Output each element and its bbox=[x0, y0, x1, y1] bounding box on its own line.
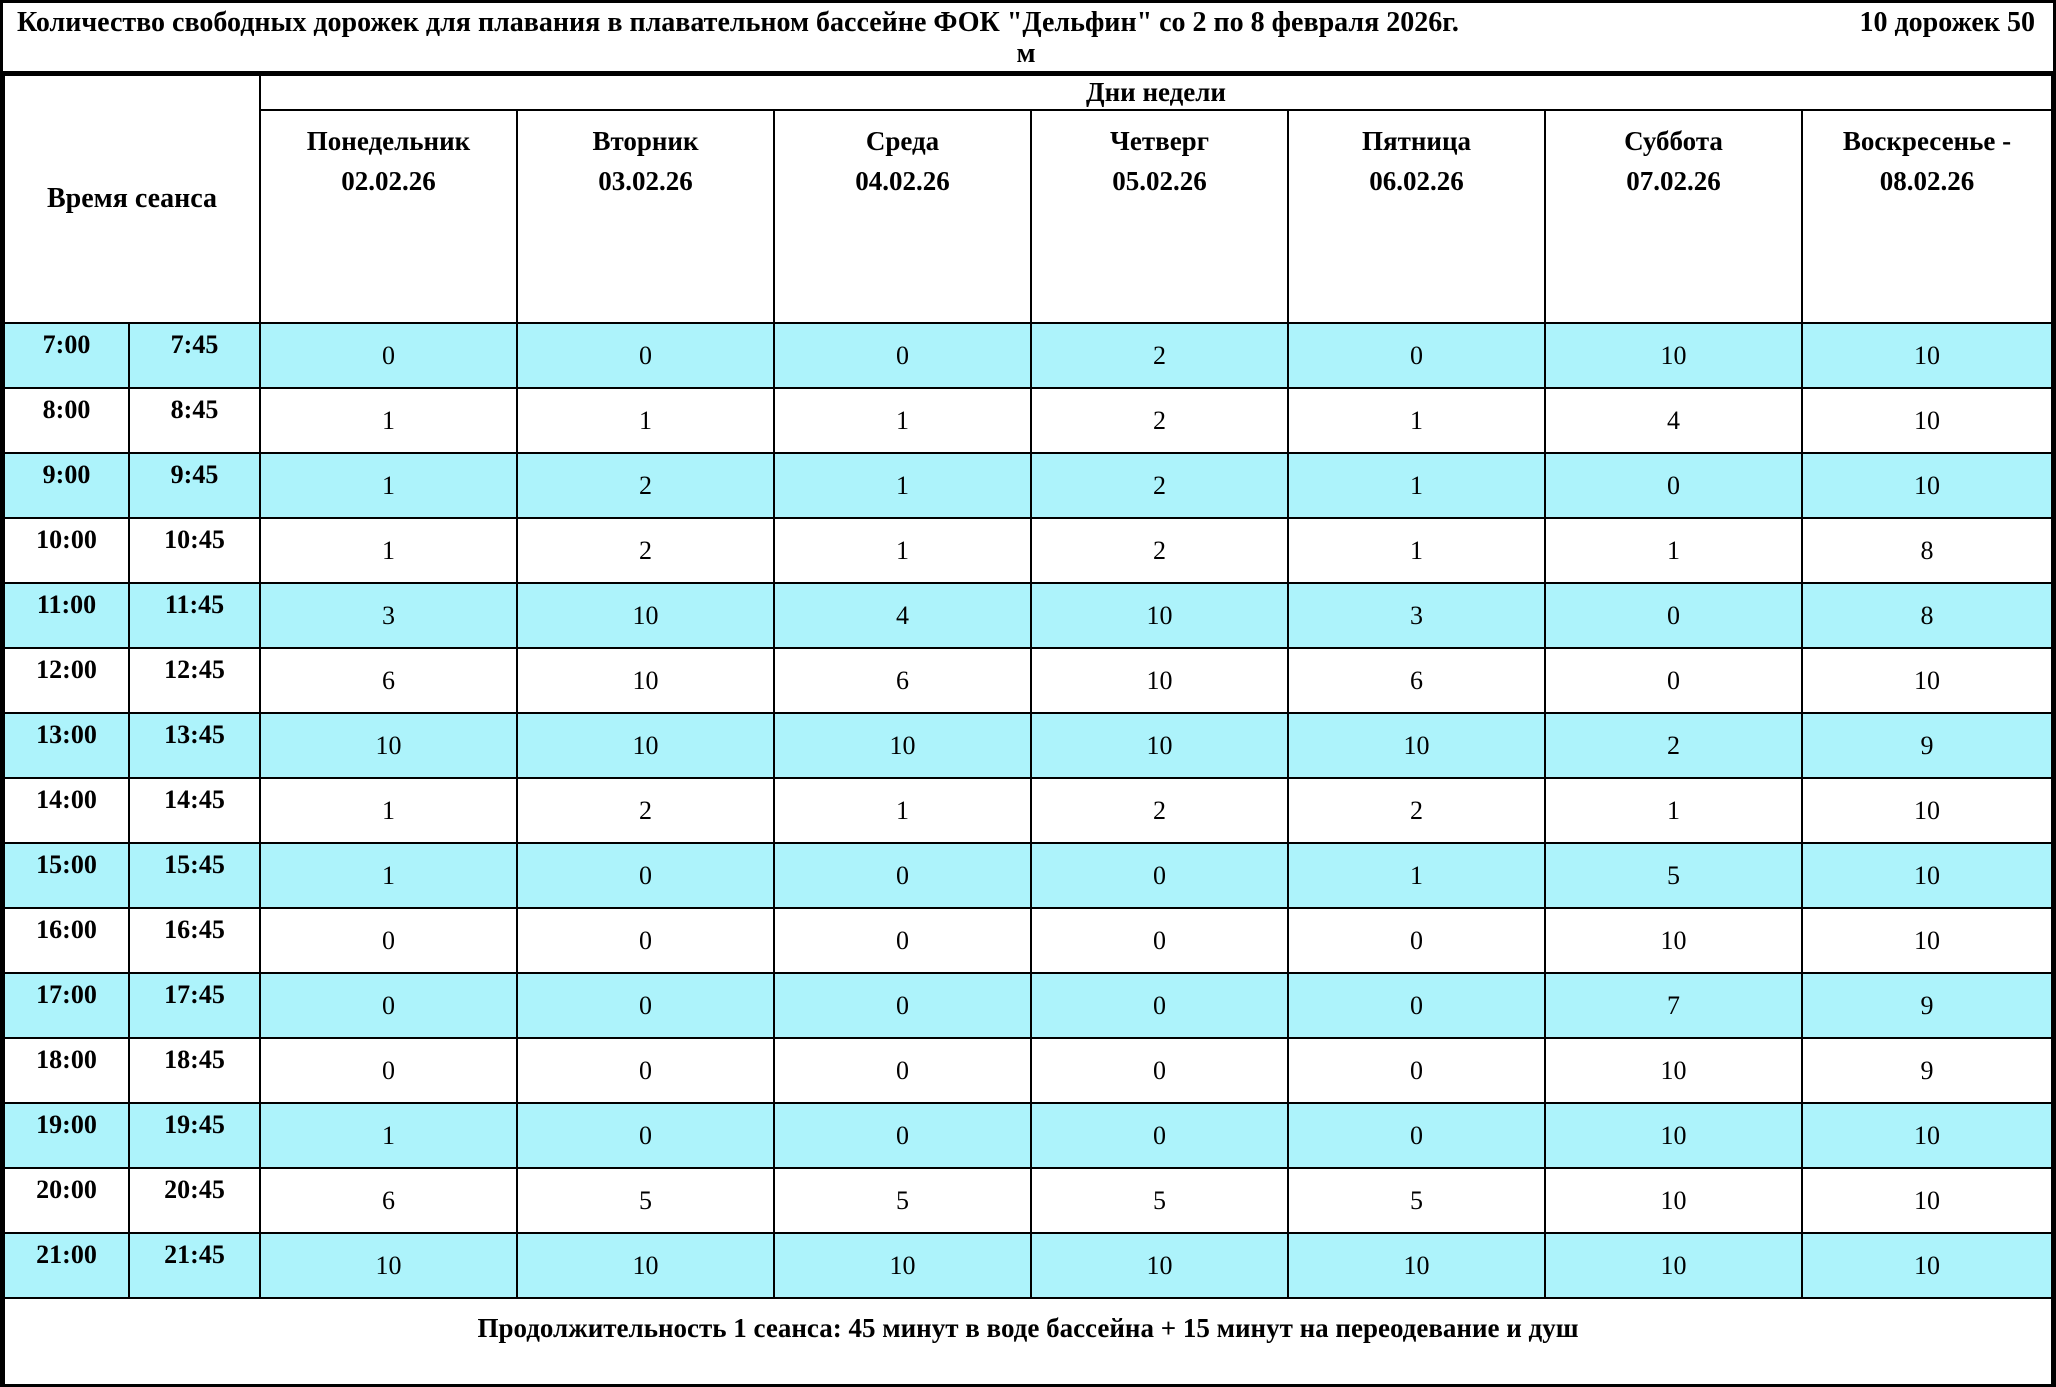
free-lanes-count: 2 bbox=[517, 518, 774, 583]
session-end-time: 21:45 bbox=[129, 1233, 260, 1298]
schedule-row bbox=[4, 778, 2052, 843]
free-lanes-count: 0 bbox=[774, 908, 1031, 973]
schedule-row bbox=[4, 518, 2052, 583]
session-start-time: 17:00 bbox=[4, 973, 129, 1038]
session-start-time: 8:00 bbox=[4, 388, 129, 453]
free-lanes-count: 10 bbox=[1031, 1233, 1288, 1298]
free-lanes-count: 2 bbox=[1545, 713, 1802, 778]
free-lanes-count: 4 bbox=[1545, 388, 1802, 453]
footer-row bbox=[4, 1298, 2052, 1386]
free-lanes-count: 0 bbox=[1031, 1103, 1288, 1168]
schedule-row bbox=[4, 1103, 2052, 1168]
free-lanes-count: 0 bbox=[774, 1038, 1031, 1103]
free-lanes-count: 1 bbox=[1288, 388, 1545, 453]
session-start-time: 19:00 bbox=[4, 1103, 129, 1168]
day-column-header bbox=[1031, 110, 1288, 323]
free-lanes-count: 2 bbox=[1031, 388, 1288, 453]
free-lanes-count: 0 bbox=[1288, 973, 1545, 1038]
free-lanes-count: 10 bbox=[260, 1233, 517, 1298]
free-lanes-count: 0 bbox=[517, 1038, 774, 1103]
free-lanes-count: 10 bbox=[517, 583, 774, 648]
session-duration-note: Продолжительность 1 сеанса: 45 минут в воде бассейна + 15 минут на переодевание и душ bbox=[4, 1298, 2052, 1386]
free-lanes-count: 10 bbox=[1545, 1103, 1802, 1168]
free-lanes-count: 1 bbox=[1545, 778, 1802, 843]
free-lanes-count: 10 bbox=[1802, 908, 2052, 973]
schedule-table bbox=[3, 74, 2053, 1387]
free-lanes-count: 10 bbox=[1545, 323, 1802, 388]
day-date: 02.02.26 bbox=[341, 166, 436, 196]
schedule-row bbox=[4, 388, 2052, 453]
day-date: 06.02.26 bbox=[1369, 166, 1464, 196]
session-end-time: 19:45 bbox=[129, 1103, 260, 1168]
free-lanes-count: 0 bbox=[1545, 453, 1802, 518]
session-end-time: 13:45 bbox=[129, 713, 260, 778]
free-lanes-count: 1 bbox=[774, 778, 1031, 843]
free-lanes-count: 6 bbox=[260, 648, 517, 713]
free-lanes-count: 10 bbox=[517, 648, 774, 713]
free-lanes-count: 9 bbox=[1802, 1038, 2052, 1103]
free-lanes-count: 10 bbox=[1545, 1168, 1802, 1233]
free-lanes-count: 2 bbox=[1288, 778, 1545, 843]
free-lanes-count: 0 bbox=[1031, 843, 1288, 908]
free-lanes-count: 4 bbox=[774, 583, 1031, 648]
header-row-days bbox=[4, 110, 2052, 323]
free-lanes-count: 1 bbox=[1288, 843, 1545, 908]
free-lanes-count: 0 bbox=[1545, 648, 1802, 713]
schedule-row bbox=[4, 583, 2052, 648]
free-lanes-count: 6 bbox=[260, 1168, 517, 1233]
free-lanes-count: 6 bbox=[1288, 648, 1545, 713]
free-lanes-count: 2 bbox=[1031, 778, 1288, 843]
session-start-time: 12:00 bbox=[4, 648, 129, 713]
free-lanes-count: 10 bbox=[1545, 1038, 1802, 1103]
day-column-header bbox=[1288, 110, 1545, 323]
free-lanes-count: 1 bbox=[260, 778, 517, 843]
free-lanes-count: 10 bbox=[1288, 1233, 1545, 1298]
free-lanes-count: 10 bbox=[774, 713, 1031, 778]
session-start-time: 13:00 bbox=[4, 713, 129, 778]
free-lanes-count: 0 bbox=[1031, 908, 1288, 973]
free-lanes-count: 1 bbox=[774, 453, 1031, 518]
free-lanes-count: 0 bbox=[517, 323, 774, 388]
day-date: 04.02.26 bbox=[855, 166, 950, 196]
free-lanes-count: 1 bbox=[774, 518, 1031, 583]
free-lanes-count: 10 bbox=[1545, 908, 1802, 973]
day-name: Четверг bbox=[1110, 126, 1209, 156]
free-lanes-count: 0 bbox=[517, 843, 774, 908]
free-lanes-count: 1 bbox=[260, 518, 517, 583]
free-lanes-count: 10 bbox=[1031, 713, 1288, 778]
schedule-row bbox=[4, 1038, 2052, 1103]
free-lanes-count: 3 bbox=[260, 583, 517, 648]
session-start-time: 20:00 bbox=[4, 1168, 129, 1233]
free-lanes-count: 1 bbox=[517, 388, 774, 453]
session-end-time: 14:45 bbox=[129, 778, 260, 843]
free-lanes-count: 10 bbox=[1802, 453, 2052, 518]
schedule-row bbox=[4, 323, 2052, 388]
day-column-header bbox=[1545, 110, 1802, 323]
free-lanes-count: 3 bbox=[1288, 583, 1545, 648]
free-lanes-count: 1 bbox=[1545, 518, 1802, 583]
free-lanes-count: 10 bbox=[1031, 648, 1288, 713]
free-lanes-count: 8 bbox=[1802, 518, 2052, 583]
free-lanes-count: 10 bbox=[1802, 843, 2052, 908]
free-lanes-count: 2 bbox=[517, 453, 774, 518]
session-start-time: 21:00 bbox=[4, 1233, 129, 1298]
free-lanes-count: 0 bbox=[774, 323, 1031, 388]
header-row-top bbox=[4, 75, 2052, 110]
document-title: Количество свободных дорожек для плавания в плавательном бассейне ФОК "Дельфин" со 2 по 8 февраля 2026г. bbox=[17, 7, 1459, 38]
free-lanes-count: 5 bbox=[1545, 843, 1802, 908]
time-column-header: Время сеанса bbox=[4, 75, 260, 323]
session-start-time: 18:00 bbox=[4, 1038, 129, 1103]
session-end-time: 10:45 bbox=[129, 518, 260, 583]
schedule-row bbox=[4, 453, 2052, 518]
session-end-time: 15:45 bbox=[129, 843, 260, 908]
free-lanes-count: 1 bbox=[260, 388, 517, 453]
free-lanes-count: 5 bbox=[1031, 1168, 1288, 1233]
free-lanes-count: 0 bbox=[1031, 973, 1288, 1038]
free-lanes-count: 10 bbox=[1802, 1233, 2052, 1298]
free-lanes-count: 0 bbox=[517, 1103, 774, 1168]
session-start-time: 10:00 bbox=[4, 518, 129, 583]
day-date: 03.02.26 bbox=[598, 166, 693, 196]
free-lanes-count: 0 bbox=[517, 973, 774, 1038]
free-lanes-count: 7 bbox=[1545, 973, 1802, 1038]
day-name: Суббота bbox=[1624, 126, 1723, 156]
free-lanes-count: 1 bbox=[260, 1103, 517, 1168]
session-start-time: 9:00 bbox=[4, 453, 129, 518]
free-lanes-count: 0 bbox=[260, 908, 517, 973]
free-lanes-count: 0 bbox=[260, 323, 517, 388]
session-start-time: 14:00 bbox=[4, 778, 129, 843]
free-lanes-count: 6 bbox=[774, 648, 1031, 713]
schedule-row bbox=[4, 908, 2052, 973]
session-start-time: 16:00 bbox=[4, 908, 129, 973]
schedule-row bbox=[4, 1233, 2052, 1298]
free-lanes-count: 10 bbox=[1802, 1168, 2052, 1233]
free-lanes-count: 1 bbox=[260, 843, 517, 908]
free-lanes-count: 1 bbox=[1288, 453, 1545, 518]
days-group-header: Дни недели bbox=[260, 75, 2052, 110]
lanes-info: 10 дорожек 50 bbox=[1859, 7, 2035, 38]
day-column-header bbox=[1802, 110, 2052, 323]
free-lanes-count: 0 bbox=[774, 973, 1031, 1038]
schedule-row bbox=[4, 1168, 2052, 1233]
free-lanes-count: 10 bbox=[1545, 1233, 1802, 1298]
schedule-row bbox=[4, 843, 2052, 908]
free-lanes-count: 0 bbox=[1288, 1103, 1545, 1168]
free-lanes-count: 10 bbox=[1031, 583, 1288, 648]
lanes-info-wrap: м bbox=[1016, 38, 1036, 69]
free-lanes-count: 10 bbox=[1802, 388, 2052, 453]
schedule-row bbox=[4, 973, 2052, 1038]
free-lanes-count: 5 bbox=[1288, 1168, 1545, 1233]
session-end-time: 16:45 bbox=[129, 908, 260, 973]
session-end-time: 12:45 bbox=[129, 648, 260, 713]
free-lanes-count: 1 bbox=[774, 388, 1031, 453]
free-lanes-count: 0 bbox=[260, 973, 517, 1038]
free-lanes-count: 0 bbox=[774, 1103, 1031, 1168]
free-lanes-count: 9 bbox=[1802, 973, 2052, 1038]
day-name: Пятница bbox=[1361, 126, 1472, 156]
free-lanes-count: 8 bbox=[1802, 583, 2052, 648]
session-start-time: 7:00 bbox=[4, 323, 129, 388]
free-lanes-count: 1 bbox=[260, 453, 517, 518]
free-lanes-count: 10 bbox=[774, 1233, 1031, 1298]
session-end-time: 9:45 bbox=[129, 453, 260, 518]
day-name: Воскресенье - bbox=[1842, 126, 2012, 156]
free-lanes-count: 2 bbox=[1031, 453, 1288, 518]
free-lanes-count: 2 bbox=[517, 778, 774, 843]
day-date: 05.02.26 bbox=[1112, 166, 1207, 196]
session-end-time: 11:45 bbox=[129, 583, 260, 648]
free-lanes-count: 10 bbox=[260, 713, 517, 778]
free-lanes-count: 10 bbox=[1802, 1103, 2052, 1168]
free-lanes-count: 0 bbox=[1288, 908, 1545, 973]
free-lanes-count: 1 bbox=[1288, 518, 1545, 583]
free-lanes-count: 2 bbox=[1031, 323, 1288, 388]
day-name: Вторник bbox=[592, 126, 699, 156]
free-lanes-count: 0 bbox=[1288, 1038, 1545, 1103]
day-name: Среда bbox=[865, 126, 940, 156]
free-lanes-count: 10 bbox=[1802, 778, 2052, 843]
free-lanes-count: 10 bbox=[1802, 648, 2052, 713]
day-column-header bbox=[260, 110, 517, 323]
free-lanes-count: 10 bbox=[517, 1233, 774, 1298]
session-end-time: 18:45 bbox=[129, 1038, 260, 1103]
free-lanes-count: 9 bbox=[1802, 713, 2052, 778]
free-lanes-count: 0 bbox=[517, 908, 774, 973]
day-date: 08.02.26 bbox=[1879, 166, 1975, 196]
free-lanes-count: 5 bbox=[517, 1168, 774, 1233]
free-lanes-count: 10 bbox=[1802, 323, 2052, 388]
document-header bbox=[3, 3, 2053, 74]
session-end-time: 20:45 bbox=[129, 1168, 260, 1233]
free-lanes-count: 10 bbox=[517, 713, 774, 778]
free-lanes-count: 0 bbox=[1545, 583, 1802, 648]
session-start-time: 15:00 bbox=[4, 843, 129, 908]
free-lanes-count: 10 bbox=[1288, 713, 1545, 778]
free-lanes-count: 0 bbox=[1288, 323, 1545, 388]
session-end-time: 8:45 bbox=[129, 388, 260, 453]
free-lanes-count: 5 bbox=[774, 1168, 1031, 1233]
free-lanes-count: 0 bbox=[260, 1038, 517, 1103]
free-lanes-count: 2 bbox=[1031, 518, 1288, 583]
day-column-header bbox=[774, 110, 1031, 323]
day-column-header bbox=[517, 110, 774, 323]
day-name: Понедельник bbox=[306, 126, 471, 156]
schedule-row bbox=[4, 648, 2052, 713]
session-start-time: 11:00 bbox=[4, 583, 129, 648]
session-end-time: 17:45 bbox=[129, 973, 260, 1038]
free-lanes-count: 0 bbox=[1031, 1038, 1288, 1103]
schedule-row bbox=[4, 713, 2052, 778]
free-lanes-count: 0 bbox=[774, 843, 1031, 908]
session-end-time: 7:45 bbox=[129, 323, 260, 388]
day-date: 07.02.26 bbox=[1626, 166, 1721, 196]
